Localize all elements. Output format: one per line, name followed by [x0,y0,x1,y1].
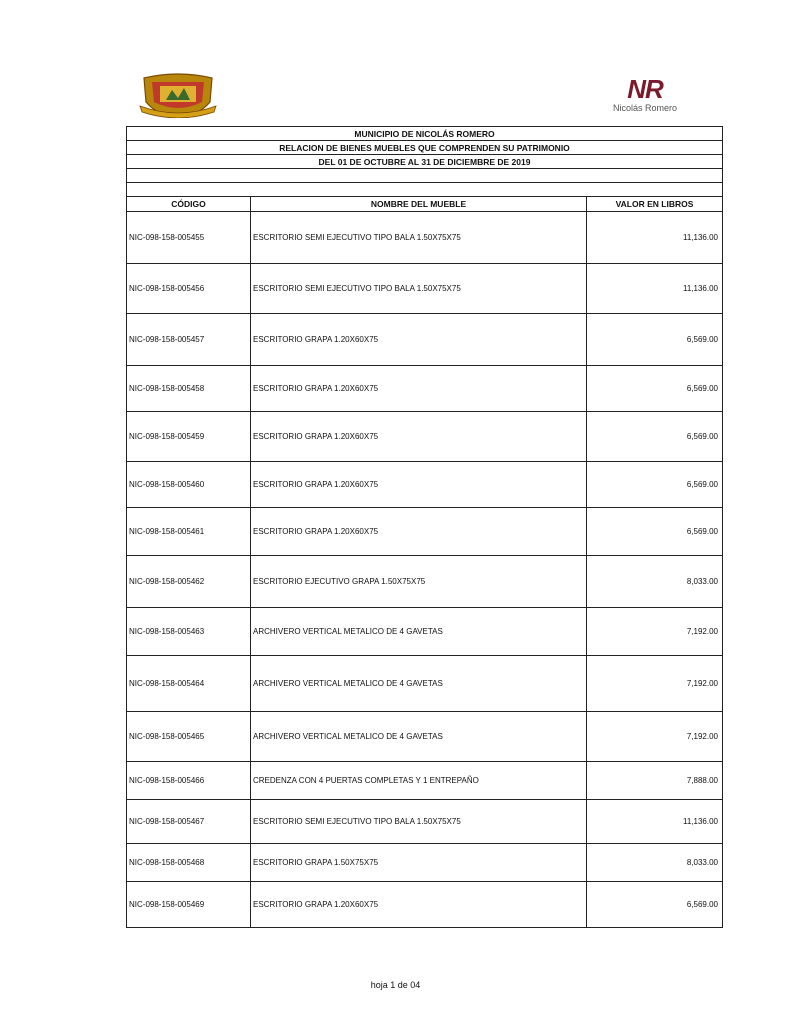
logo-mark: NR [627,74,663,104]
cell-value: 7,192.00 [587,712,723,762]
table-row [127,556,723,608]
cell-code: NIC-098-158-005460 [127,462,251,508]
column-header-name: NOMBRE DEL MUEBLE [251,197,587,212]
cell-value: 11,136.00 [587,800,723,844]
cell-code: NIC-098-158-005466 [127,762,251,800]
nicolas-romero-logo [595,72,695,120]
municipal-coat-of-arms-logo [138,72,218,118]
cell-code: NIC-098-158-005457 [127,314,251,366]
cell-value: 6,569.00 [587,462,723,508]
cell-name: ESCRITORIO SEMI EJECUTIVO TIPO BALA 1.50X75X75 [251,800,587,844]
cell-code: NIC-098-158-005465 [127,712,251,762]
table-row [127,882,723,928]
table-row [127,844,723,882]
cell-name: ESCRITORIO GRAPA 1.20X60X75 [251,412,587,462]
cell-value: 11,136.00 [587,212,723,264]
column-header-value: VALOR EN LIBROS [587,197,723,212]
title-line-3: DEL 01 DE OCTUBRE AL 31 DE DICIEMBRE DE 2019 [127,155,723,169]
table-row [127,800,723,844]
cell-code: NIC-098-158-005456 [127,264,251,314]
cell-name: CREDENZA CON 4 PUERTAS COMPLETAS Y 1 ENTREPAÑO [251,762,587,800]
cell-name: ESCRITORIO GRAPA 1.50X75X75 [251,844,587,882]
cell-name: ARCHIVERO VERTICAL METALICO DE 4 GAVETAS [251,656,587,712]
cell-value: 8,033.00 [587,844,723,882]
cell-name: ARCHIVERO VERTICAL METALICO DE 4 GAVETAS [251,712,587,762]
table-row [127,462,723,508]
cell-value: 6,569.00 [587,412,723,462]
logo-text: Nicolás Romero [612,103,678,113]
cell-value: 6,569.00 [587,314,723,366]
cell-code: NIC-098-158-005468 [127,844,251,882]
cell-name: ESCRITORIO SEMI EJECUTIVO TIPO BALA 1.50X75X75 [251,264,587,314]
cell-value: 11,136.00 [587,264,723,314]
cell-name: ESCRITORIO GRAPA 1.20X60X75 [251,882,587,928]
cell-value: 6,569.00 [587,882,723,928]
cell-code: NIC-098-158-005464 [127,656,251,712]
table-row [127,264,723,314]
cell-code: NIC-098-158-005461 [127,508,251,556]
cell-code: NIC-098-158-005455 [127,212,251,264]
page-number: hoja 1 de 04 [370,980,421,990]
table-row [127,412,723,462]
cell-value: 6,569.00 [587,366,723,412]
table-row [127,212,723,264]
cell-name: ESCRITORIO GRAPA 1.20X60X75 [251,508,587,556]
title-line-1: MUNICIPIO DE NICOLÁS ROMERO [127,127,723,141]
cell-name: ESCRITORIO EJECUTIVO GRAPA 1.50X75X75 [251,556,587,608]
column-header-code: CÓDIGO [127,197,251,212]
cell-code: NIC-098-158-005458 [127,366,251,412]
asset-table [126,126,723,928]
title-line-2: RELACION DE BIENES MUEBLES QUE COMPRENDEN SU PATRIMONIO [127,141,723,155]
blank-row [127,169,723,183]
table-row [127,656,723,712]
cell-code: NIC-098-158-005469 [127,882,251,928]
cell-value: 7,192.00 [587,608,723,656]
cell-name: ESCRITORIO GRAPA 1.20X60X75 [251,366,587,412]
cell-value: 8,033.00 [587,556,723,608]
table-row [127,314,723,366]
table-row [127,366,723,412]
table-row [127,762,723,800]
table-row [127,608,723,656]
table-row [127,712,723,762]
cell-code: NIC-098-158-005462 [127,556,251,608]
cell-name: ESCRITORIO SEMI EJECUTIVO TIPO BALA 1.50X75X75 [251,212,587,264]
cell-value: 7,192.00 [587,656,723,712]
cell-code: NIC-098-158-005467 [127,800,251,844]
cell-value: 7,888.00 [587,762,723,800]
cell-name: ARCHIVERO VERTICAL METALICO DE 4 GAVETAS [251,608,587,656]
cell-code: NIC-098-158-005459 [127,412,251,462]
cell-name: ESCRITORIO GRAPA 1.20X60X75 [251,314,587,366]
blank-row [127,183,723,197]
cell-value: 6,569.00 [587,508,723,556]
table-row [127,508,723,556]
cell-name: ESCRITORIO GRAPA 1.20X60X75 [251,462,587,508]
cell-code: NIC-098-158-005463 [127,608,251,656]
